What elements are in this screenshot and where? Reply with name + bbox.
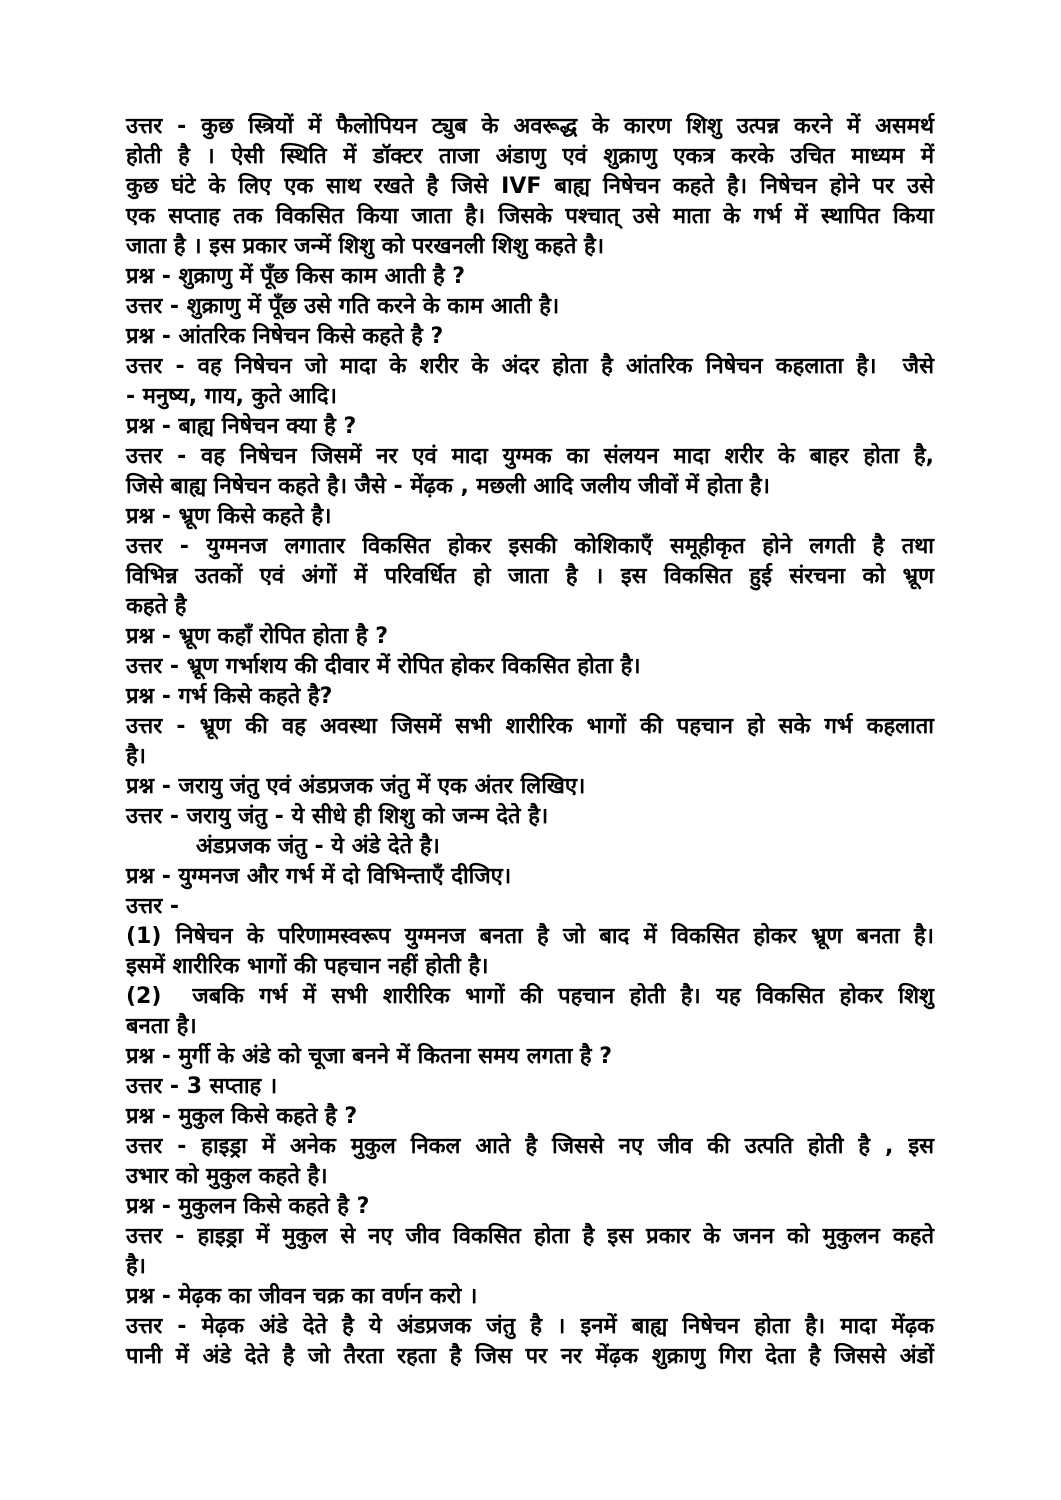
text-line: है। xyxy=(126,744,147,769)
text-line: उत्तर - वह निषेचन जिसमें नर एवं मादा युग्मक का संलयन मादा शरीर के बाहर होता है, xyxy=(126,444,934,469)
text-line: उत्तर - भ्रूण की वह अवस्था जिसमें सभी शारीरिक भागों की पहचान हो सके गर्भ कहलाता xyxy=(126,714,934,739)
document-text-block xyxy=(126,112,934,1372)
text-line: है। xyxy=(126,1254,147,1279)
text-line: उत्तर - हाइड्रा में अनेक मुकुल निकल आते है जिससे नए जीव की उत्पति होती है , इस xyxy=(126,1134,934,1159)
text-line: कहते है xyxy=(126,594,187,619)
text-line: उत्तर - मेढ़क अंडे देते है ये अंडप्रजक जंतु है । इनमें बाह्य निषेचन होता है। मादा मेंढ़क xyxy=(126,1314,934,1339)
text-line: प्रश्न - आंतरिक निषेचन किसे कहते है ? xyxy=(126,324,444,349)
text-line: (2) जबकि गर्भ में सभी शारीरिक भागों की पहचान होती है। यह विकसित होकर शिशु xyxy=(126,984,934,1009)
text-line: विभिन्न उतकों एवं अंगों में परिवर्धित हो जाता है । इस विकसित हुई संरचना को भ्रूण xyxy=(126,564,934,589)
text-line: अंडप्रजक जंतु - ये अंडे देते है। xyxy=(196,834,440,859)
text-line: पानी में अंडे देते है जो तैरता रहता है जिस पर नर मेंढ़क शुक्राणु गिरा देता है जिससे अंडों xyxy=(126,1344,934,1369)
text-line: उत्तर - 3 सप्ताह । xyxy=(126,1074,278,1099)
text-line: प्रश्न - बाह्य निषेचन क्या है ? xyxy=(126,414,357,439)
text-line: प्रश्न - मुर्गी के अंडे को चूजा बनने में कितना समय लगता है ? xyxy=(126,1044,613,1069)
text-line: प्रश्न - भ्रूण कहाँ रोपित होता है ? xyxy=(126,624,388,649)
text-line: - मनुष्य, गाय, कुते आदि। xyxy=(126,384,337,409)
text-line: प्रश्न - जरायु जंतु एवं अंडप्रजक जंतु में एक अंतर लिखिए। xyxy=(126,774,586,799)
text-line: एक सप्ताह तक विकसित किया जाता है। जिसके पश्चात् उसे माता के गर्भ में स्थापित किया xyxy=(126,204,934,229)
text-line: प्रश्न - गर्भ किसे कहते है? xyxy=(126,684,333,709)
text-line: प्रश्न - युग्मनज और गर्भ में दो विभिन्ताएँ दीजिए। xyxy=(126,864,512,889)
text-line: उभार को मुकुल कहते है। xyxy=(126,1164,328,1189)
text-line: उत्तर - भ्रूण गर्भाशय की दीवार में रोपित होकर विकसित होता है। xyxy=(126,654,641,679)
text-line: प्रश्न - मुकुल किसे कहते है ? xyxy=(126,1104,358,1129)
text-line: उत्तर - कुछ स्त्रियों में फैलोपियन ट्युब के अवरूद्ध के कारण शिशु उत्पन्न करने में असमर्थ xyxy=(126,114,934,139)
text-line: बनता है। xyxy=(126,1014,197,1039)
text-line: उत्तर - वह निषेचन जो मादा के शरीर के अंदर होता है आंतरिक निषेचन कहलाता है। जैसे xyxy=(126,354,934,379)
text-line: उत्तर - हाइड्रा में मुकुल से नए जीव विकसित होता है इस प्रकार के जनन को मुकुलन कहते xyxy=(126,1224,934,1249)
text-line: उत्तर - शुक्राणु में पूँछ उसे गति करने के काम आती है। xyxy=(126,294,560,319)
text-line: प्रश्न - शुक्राणु में पूँछ किस काम आती है ? xyxy=(126,264,466,289)
text-line: उत्तर - युग्मनज लगातार विकसित होकर इसकी कोशिकाएँ समूहीकृत होने लगती है तथा xyxy=(126,534,934,559)
text-line: इसमें शारीरिक भागों की पहचान नहीं होती है। xyxy=(126,954,489,979)
text-line: कुछ घंटे के लिए एक साथ रखते है जिसे IVF बाह्य निषेचन कहते है। निषेचन होने पर उसे xyxy=(126,174,934,199)
text-line: प्रश्न - मेढ़क का जीवन चक्र का वर्णन करो । xyxy=(126,1284,478,1309)
text-line: (1) निषेचन के परिणामस्वरूप युग्मनज बनता है जो बाद में विकसित होकर भ्रूण बनता है। xyxy=(126,924,934,949)
text-line: होती है । ऐसी स्थिति में डॉक्टर ताजा अंडाणु एवं शुक्राणु एकत्र करके उचित माध्यम में xyxy=(126,144,934,169)
text-line: जिसे बाह्य निषेचन कहते है। जैसे - मेंढ़क , मछली आदि जलीय जीवों में होता है। xyxy=(126,474,770,499)
text-line: उत्तर - जरायु जंतु - ये सीधे ही शिशु को जन्म देते है। xyxy=(126,804,549,829)
text-line: प्रश्न - मुकुलन किसे कहते है ? xyxy=(126,1194,370,1219)
text-line: उत्तर - xyxy=(126,894,180,919)
text-line: प्रश्न - भ्रूण किसे कहते है। xyxy=(126,504,332,529)
text-line: जाता है । इस प्रकार जन्में शिशु को परखनली शिशु कहते है। xyxy=(126,234,605,259)
